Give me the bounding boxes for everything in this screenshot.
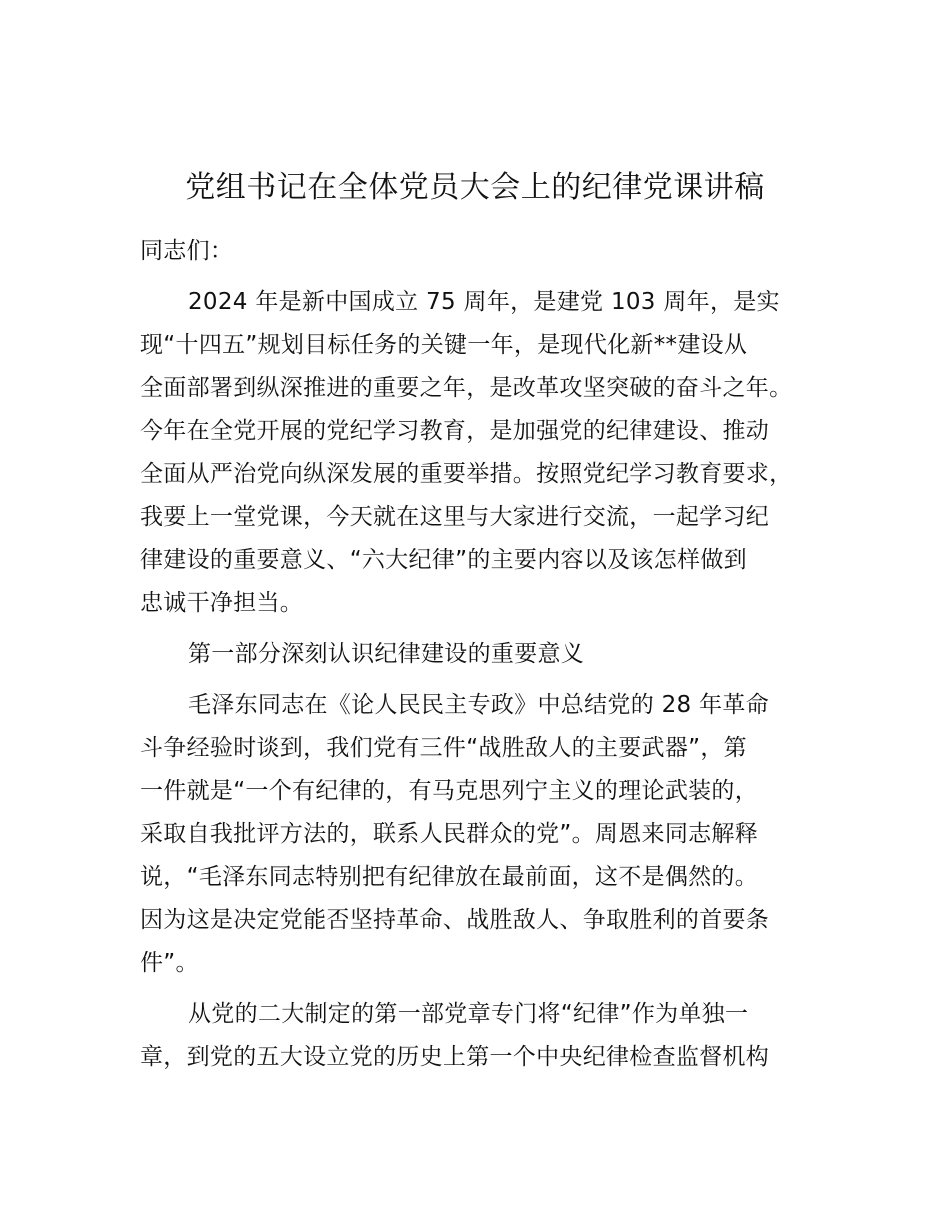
- paragraph-line: 忠诚干净担当。: [140, 590, 304, 616]
- paragraph-line: 律建设的重要意义、“六大纪律”的主要内容以及该怎样做到: [140, 547, 747, 573]
- paragraph-line: 现“十四五”规划目标任务的关键一年，是现代化新**建设从: [140, 332, 748, 358]
- section-heading: 第一部分深刻认识纪律建设的重要意义: [188, 641, 585, 667]
- paragraph-line: 章，到党的五大设立党的历史上第一个中央纪律检查监督机构: [140, 1044, 770, 1070]
- paragraph-line: 采取自我批评方法的，联系人民群众的党”。周恩来同志解释: [140, 821, 759, 847]
- paragraph-line: 2024 年是新中国成立 75 周年，是建党 103 周年，是实: [188, 289, 780, 315]
- paragraph-line: 全面从严治党向纵深发展的重要举措。按照党纪学习教育要求，: [140, 461, 793, 487]
- paragraph-line: 一件就是“一个有纪律的，有马克思列宁主义的理论武装的，: [140, 778, 759, 804]
- paragraph-line: 毛泽东同志在《论人民民主专政》中总结党的 28 年革命: [188, 692, 769, 718]
- paragraph-line: 全面部署到纵深推进的重要之年，是改革攻坚突破的奋斗之年。: [140, 375, 793, 401]
- paragraph-line: 从党的二大制定的第一部党章专门将“纪律”作为单独一: [188, 1001, 749, 1027]
- salutation-line: 同志们：: [140, 238, 234, 264]
- document-title: 党组书记在全体党员大会上的纪律党课讲稿: [185, 170, 765, 205]
- paragraph-line: 我要上一堂党课，今天就在这里与大家进行交流，一起学习纪: [140, 504, 770, 530]
- paragraph-line: 件”。: [140, 950, 199, 976]
- paragraph-line: 说，“毛泽东同志特别把有纪律放在最前面，这不是偶然的。: [140, 864, 759, 890]
- paragraph-line: 今年在全党开展的党纪学习教育，是加强党的纪律建设、推动: [140, 418, 770, 444]
- document-body: [140, 222, 830, 1079]
- paragraph-line: 因为这是决定党能否坚持革命、战胜敌人、争取胜利的首要条: [140, 907, 770, 933]
- paragraph-line: 斗争经验时谈到，我们党有三件“战胜敌人的主要武器”，第: [140, 735, 747, 761]
